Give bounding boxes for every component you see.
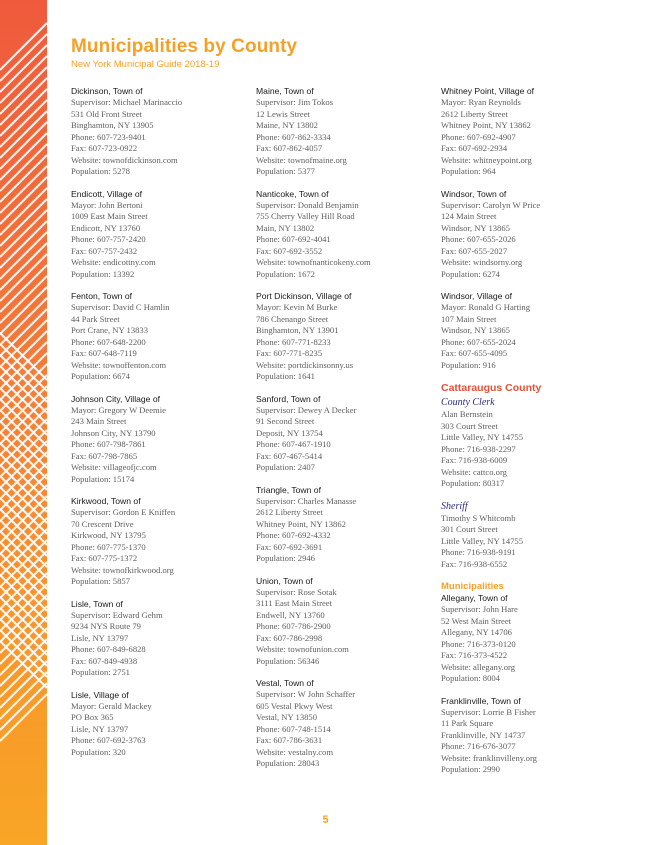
entry-detail-line: 2612 Liberty Street xyxy=(256,507,323,517)
entry-detail-line: Website: townofmaine.org xyxy=(256,154,347,165)
entry-detail-line: Population: 2751 xyxy=(71,667,130,677)
entry-detail-line: Supervisor: Dewey A Decker xyxy=(256,404,357,415)
entry-detail-line: 755 Cherry Valley Hill Road xyxy=(256,211,355,221)
entry-detail-line: 531 Old Front Street xyxy=(71,108,142,119)
entry-detail-line: Phone: 716-373-0120 xyxy=(441,638,516,649)
municipality-entry xyxy=(256,189,436,281)
municipality-entry xyxy=(256,394,436,474)
entry-detail-line: Fax: 607-655-4095 xyxy=(441,348,508,358)
entry-name: Johnson City, Village of xyxy=(71,393,161,404)
entry-name: Maine, Town of xyxy=(256,86,314,96)
entry-name: Allegany, Town of xyxy=(441,593,508,603)
entry-detail-line: Population: 1641 xyxy=(256,371,315,381)
entry-detail-line: Supervisor: W John Schaffer xyxy=(256,689,356,699)
entry-detail-line: Supervisor: Charles Manasse xyxy=(256,495,357,506)
entry-detail-line: Population: 2946 xyxy=(256,553,315,563)
entry-detail-line: Endicott, NY 13760 xyxy=(71,222,141,233)
county-heading: Cattaraugus County xyxy=(441,382,542,394)
entry-detail-line: 243 Main Street xyxy=(71,416,127,426)
entry-detail-line: Mayor: Gregory W Deemie xyxy=(71,404,166,415)
entry-name: Lisle, Town of xyxy=(71,598,123,609)
entry-name: Union, Town of xyxy=(256,575,313,586)
entry-detail-line: Whitney Point, NY 13862 xyxy=(441,120,531,130)
municipality-entry xyxy=(256,485,436,565)
entry-detail-line: Fax: 716-938-6009 xyxy=(441,455,508,465)
entry-detail-line: Supervisor: Rose Sotak xyxy=(256,586,337,597)
page-number: 5 xyxy=(322,814,329,826)
municipality-entry xyxy=(441,409,621,490)
entry-detail-line: Phone: 607-692-4332 xyxy=(256,530,331,540)
entry-detail-line: Population: 964 xyxy=(441,166,496,176)
entry-detail-line: Phone: 607-655-2026 xyxy=(441,234,516,244)
entry-detail-line: Population: 6674 xyxy=(71,371,130,381)
entry-detail-line: Supervisor: Carolyn W Price xyxy=(441,199,541,210)
entry-detail-line: Maine, NY 13802 xyxy=(256,120,318,130)
entry-name: Dickinson, Town of xyxy=(71,86,143,96)
entry-detail-line: Supervisor: Donald Benjamin xyxy=(256,199,359,210)
municipality-entry xyxy=(441,86,621,178)
entry-detail-line: Fax: 607-692-3691 xyxy=(256,541,323,552)
entry-detail-line: Fax: 607-786-3631 xyxy=(256,735,323,745)
entry-detail-line: 303 Court Street xyxy=(441,420,498,431)
entry-detail-line: Website: portdickinsonny.us xyxy=(256,359,354,370)
entry-detail-line: Population: 5857 xyxy=(71,576,130,586)
entry-detail-line: Alan Bernstein xyxy=(441,409,493,419)
entry-detail-line: Fax: 607-786-2998 xyxy=(256,632,323,643)
entry-detail-line: Kirkwood, NY 13795 xyxy=(71,530,146,540)
entry-detail-line: Website: townofnanticokeny.com xyxy=(256,257,371,267)
entry-detail-line: Phone: 607-692-4041 xyxy=(256,234,331,244)
entry-detail-line: Little Valley, NY 14755 xyxy=(441,432,524,442)
entry-detail-line: Phone: 607-692-4907 xyxy=(441,131,516,142)
entry-detail-line: Population: 15174 xyxy=(71,473,135,484)
entry-detail-line: Little Valley, NY 14755 xyxy=(441,535,524,546)
entry-detail-line: Fax: 607-723-0922 xyxy=(71,143,138,153)
entry-detail-line: Binghamton, NY 13901 xyxy=(256,325,339,335)
entry-detail-line: Website: allegany.org xyxy=(441,661,516,672)
entry-name: Fenton, Town of xyxy=(71,291,132,301)
entry-name: Whitney Point, Village of xyxy=(441,86,534,96)
column-1 xyxy=(71,86,251,769)
entry-detail-line: 11 Park Square xyxy=(441,718,494,728)
entry-detail-line: Fax: 607-467-5414 xyxy=(256,450,323,461)
entry-detail-line: Phone: 716-938-2297 xyxy=(441,443,516,454)
column-2 xyxy=(256,86,436,781)
entry-detail-line: Population: 1672 xyxy=(256,268,315,279)
entry-detail-line: Phone: 607-648-2200 xyxy=(71,336,146,347)
entry-detail-line: Supervisor: Michael Marinaccio xyxy=(71,97,183,107)
entry-detail-line: Lisle, NY 13797 xyxy=(71,723,129,734)
entry-detail-line: 301 Court Street xyxy=(441,524,498,534)
entry-detail-line: Population: 2990 xyxy=(441,764,500,774)
entry-detail-line: 605 Vestal Pkwy West xyxy=(256,700,333,711)
entry-detail-line: Population: 2407 xyxy=(256,462,315,472)
office-subheading: Sheriff xyxy=(441,500,468,512)
entry-detail-line: Windsor, NY 13865 xyxy=(441,222,510,233)
entry-detail-line: Endwell, NY 13760 xyxy=(256,609,325,620)
entry-detail-line: 91 Second Street xyxy=(256,416,315,426)
entry-name: Franklinville, Town of xyxy=(441,695,521,706)
entry-detail-line: Deposit, NY 13754 xyxy=(256,427,323,438)
entry-detail-line: Phone: 716-938-9191 xyxy=(441,547,516,557)
entry-detail-line: Fax: 607-798-7865 xyxy=(71,450,138,461)
municipality-entry xyxy=(256,291,436,383)
entry-detail-line: Fax: 716-373-4522 xyxy=(441,650,508,660)
entry-detail-line: Supervisor: Edward Gehm xyxy=(71,609,163,620)
entry-detail-line: Phone: 607-723-9401 xyxy=(71,131,146,142)
entry-detail-line: Supervisor: Gordon E Kniffen xyxy=(71,507,176,517)
page-header xyxy=(71,36,297,71)
municipality-entry xyxy=(256,86,436,178)
entry-detail-line: Website: townofdickinson.com xyxy=(71,154,178,165)
entry-detail-line: Phone: 607-849-6828 xyxy=(71,644,146,654)
page-title: Municipalities by County xyxy=(71,36,298,57)
entry-detail-line: Mayor: John Bertoni xyxy=(71,199,143,210)
entry-detail-line: 70 Crescent Drive xyxy=(71,518,134,529)
entry-detail-line: Fax: 607-692-2934 xyxy=(441,143,508,153)
municipality-entry xyxy=(256,576,436,668)
entry-detail-line: Fax: 607-648-7119 xyxy=(71,348,137,358)
entry-detail-line: 107 Main Street xyxy=(441,313,497,324)
entry-detail-line: Allegany, NY 14706 xyxy=(441,627,512,637)
municipality-entry xyxy=(71,496,251,588)
entry-name: Port Dickinson, Village of xyxy=(256,291,352,301)
entry-detail-line: Website: townoffenton.com xyxy=(71,359,167,370)
entry-detail-line: 12 Lewis Street xyxy=(256,108,310,119)
municipality-entry xyxy=(256,678,436,770)
entry-detail-line: Binghamton, NY 13905 xyxy=(71,120,154,130)
municipality-entry xyxy=(71,189,251,281)
entry-detail-line: Phone: 607-798-7861 xyxy=(71,439,146,449)
municipality-entry xyxy=(71,86,251,178)
entry-detail-line: Website: townofkirkwood.org xyxy=(71,564,174,575)
entry-detail-line: Population: 6274 xyxy=(441,268,500,279)
entry-detail-line: Population: 5278 xyxy=(71,166,130,176)
entry-detail-line: Population: 13392 xyxy=(71,268,135,279)
entry-detail-line: Website: whitneypoint.org xyxy=(441,154,532,165)
entry-detail-line: Population: 320 xyxy=(71,746,126,757)
entry-detail-line: 786 Chenango Street xyxy=(256,313,329,324)
entry-detail-line: 9234 NYS Route 79 xyxy=(71,621,141,631)
municipality-entry xyxy=(71,599,251,679)
entry-detail-line: Mayor: Gerald Mackey xyxy=(71,700,152,711)
entry-detail-line: Main, NY 13802 xyxy=(256,222,315,233)
entry-detail-line: Phone: 607-692-3763 xyxy=(71,735,146,745)
entry-detail-line: Vestal, NY 13850 xyxy=(256,712,318,722)
municipality-entry xyxy=(441,593,621,685)
entry-detail-line: 1009 East Main Street xyxy=(71,211,148,221)
entry-detail-line: PO Box 365 xyxy=(71,712,114,722)
municipality-entry xyxy=(441,696,621,776)
entry-detail-line: Population: 8004 xyxy=(441,673,500,683)
entry-detail-line: Phone: 607-655-2024 xyxy=(441,336,516,347)
entry-detail-line: Phone: 607-775-1370 xyxy=(71,541,146,552)
entry-detail-line: Lisle, NY 13797 xyxy=(71,632,129,643)
entry-name: Kirkwood, Town of xyxy=(71,496,141,506)
entry-detail-line: Phone: 607-748-1514 xyxy=(256,723,331,734)
entry-detail-line: Population: 28043 xyxy=(256,758,320,768)
entry-detail-line: Population: 5377 xyxy=(256,166,315,176)
entry-name: Lisle, Village of xyxy=(71,689,129,700)
entry-name: Endicott, Village of xyxy=(71,188,143,199)
entry-name: Triangle, Town of xyxy=(256,484,321,495)
entry-detail-line: Johnson City, NY 13790 xyxy=(71,427,156,438)
entry-detail-line: 52 West Main Street xyxy=(441,615,512,626)
entry-detail-line: Population: 916 xyxy=(441,359,496,370)
entry-detail-line: Fax: 607-771-8235 xyxy=(256,348,323,358)
entry-detail-line: Fax: 607-757-2432 xyxy=(71,245,138,256)
entry-detail-line: Website: endicottny.com xyxy=(71,257,156,267)
page-subtitle: New York Municipal Guide 2018-19 xyxy=(71,59,220,70)
entry-detail-line: Franklinville, NY 14737 xyxy=(441,729,526,740)
entry-detail-line: Fax: 607-862-4057 xyxy=(256,143,323,153)
municipality-entry xyxy=(441,291,621,371)
entry-name: Vestal, Town of xyxy=(256,678,314,688)
section-heading: Municipalities xyxy=(441,581,504,592)
entry-detail-line: Fax: 607-849-4938 xyxy=(71,655,138,666)
entry-detail-line: Mayor: Kevin M Burke xyxy=(256,302,338,312)
entry-detail-line: Phone: 607-786-2900 xyxy=(256,621,331,631)
entry-detail-line: Mayor: Ryan Reynolds xyxy=(441,97,521,107)
municipality-entry xyxy=(71,291,251,383)
municipality-entry xyxy=(71,394,251,486)
entry-detail-line: Website: windsorny.org xyxy=(441,257,523,267)
entry-detail-line: Population: 80317 xyxy=(441,478,505,488)
municipality-entry xyxy=(441,189,621,281)
entry-detail-line: Supervisor: Jim Tokos xyxy=(256,97,334,107)
entry-detail-line: 2612 Liberty Street xyxy=(441,108,508,119)
entry-detail-line: Port Crane, NY 13833 xyxy=(71,325,149,335)
entry-detail-line: Phone: 607-862-3334 xyxy=(256,131,331,142)
entry-detail-line: Phone: 716-676-3077 xyxy=(441,741,516,751)
entry-detail-line: Windsor, NY 13865 xyxy=(441,325,510,335)
entry-detail-line: Supervisor: John Hare xyxy=(441,604,518,614)
entry-detail-line: Whitney Point, NY 13862 xyxy=(256,518,346,529)
column-3 xyxy=(441,86,621,787)
entry-detail-line: Timothy S Whitcomb xyxy=(441,512,516,523)
entry-detail-line: Fax: 607-692-3552 xyxy=(256,245,323,256)
entry-detail-line: 124 Main Street xyxy=(441,211,497,221)
entry-detail-line: Population: 56346 xyxy=(256,655,320,666)
entry-detail-line: Mayor: Ronald G Harting xyxy=(441,302,531,312)
municipality-entry xyxy=(71,690,251,759)
entry-name: Sanford, Town of xyxy=(256,393,321,404)
entry-detail-line: Phone: 607-757-2420 xyxy=(71,234,146,244)
entry-detail-line: Website: vestalny.com xyxy=(256,746,334,757)
entry-detail-line: Fax: 716-938-6552 xyxy=(441,558,508,569)
entry-name: Nanticoke, Town of xyxy=(256,188,329,199)
entry-name: Windsor, Town of xyxy=(441,188,507,199)
office-subheading: County Clerk xyxy=(441,397,495,408)
entry-detail-line: Fax: 607-655-2027 xyxy=(441,245,508,256)
entry-detail-line: Supervisor: David C Hamlin xyxy=(71,302,170,312)
entry-detail-line: Website: cattco.org xyxy=(441,466,507,477)
entry-detail-line: Phone: 607-771-8233 xyxy=(256,336,331,347)
entry-detail-line: Fax: 607-775-1372 xyxy=(71,553,138,563)
entry-detail-line: Website: franklinvilleny.org xyxy=(441,752,537,763)
entry-detail-line: 44 Park Street xyxy=(71,313,120,324)
entry-name: Windsor, Village of xyxy=(441,291,513,301)
decorative-side-band xyxy=(0,0,47,845)
entry-detail-line: Phone: 607-467-1910 xyxy=(256,439,331,449)
entry-detail-line: Website: villageofjc.com xyxy=(71,462,157,472)
entry-detail-line: Website: townofunion.com xyxy=(256,644,349,654)
municipality-entry xyxy=(441,513,621,571)
entry-detail-line: Supervisor: Lorrie B Fisher xyxy=(441,706,536,717)
entry-detail-line: 3111 East Main Street xyxy=(256,598,332,608)
lattice-pattern-icon xyxy=(0,0,47,845)
